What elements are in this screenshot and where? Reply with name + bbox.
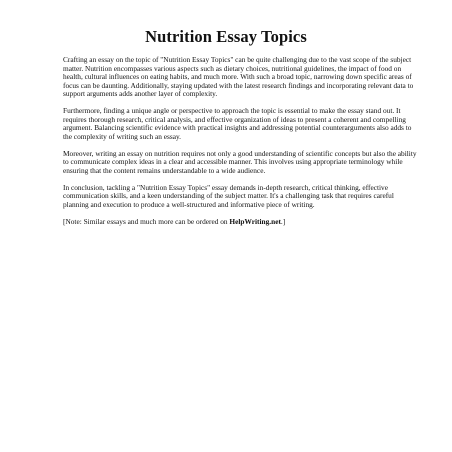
document-title: Nutrition Essay Topics — [145, 27, 307, 46]
order-note — [63, 218, 420, 227]
note-suffix: .] — [280, 216, 286, 226]
paragraph-intro: Crafting an essay on the topic of "Nutrition Essay Topics" can be quite challenging due to the vast scope of the subject matter. Nutrition encompasses various aspects such as dietary choices, nutritional guidelines, the impact of food on health, cultural influences on eating habits, and much more. With such a broad topic, narrowing down specific areas of focus can be daunting. Additionally, staying updated with the latest research findings and incorporating relevant data to support arguments adds another layer of complexity. — [63, 55, 414, 99]
paragraph-conclusion: In conclusion, tackling a "Nutrition Essay Topics" essay demands in-depth research, critical thinking, effective communication skills, and a keen understanding of the subject matter. It's a challenging task that requires careful planning and execution to produce a well-structured and informative piece of writing. — [63, 182, 394, 209]
helpwriting-link[interactable]: HelpWriting.net — [229, 216, 281, 226]
document-body — [63, 56, 420, 226]
paragraph-angle: Furthermore, finding a unique angle or perspective to approach the topic is essential to make the essay stand out. It requires thorough research, critical analysis, and effective organization of ideas to present a coherent and compelling argument. Balancing scientific evidence with practical insights and addressing potential counterarguments also adds to the complexity of writing such an essay. — [63, 106, 412, 141]
note-prefix: [Note: Similar essays and much more can be ordered on — [63, 216, 230, 226]
paragraph-communication: Moreover, writing an essay on nutrition requires not only a good understanding of scientific concepts but also the ability to communicate complex ideas in a clear and accessible manner. This involves using appropriate terminology while ensuring that the content remains understandable to a wide audience. — [63, 148, 417, 175]
